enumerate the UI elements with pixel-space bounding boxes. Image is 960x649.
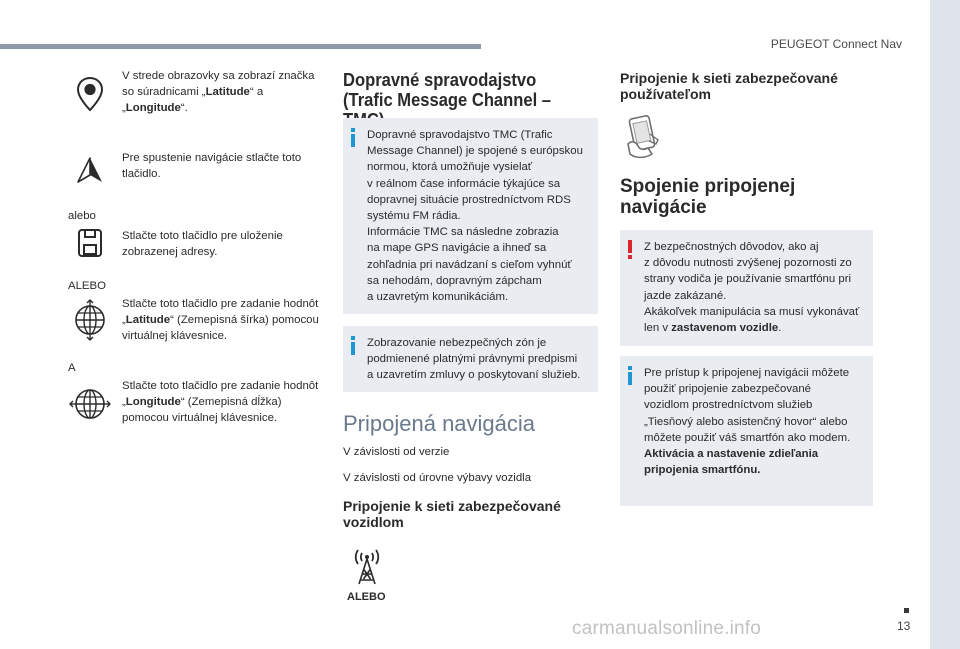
tmc-heading: Dopravné spravodajstvo (Trafic Message Channel – xyxy=(343,70,552,110)
info-icon xyxy=(351,336,355,355)
version-text: V závislosti od verzie xyxy=(343,446,450,458)
safety-warning-text: Z bezpečnostných dôvodov, ako aj z dôvodu nutnosti zvýšenej pozornosti zo strany vodiča je používanie smartfónu pri jazde zakázané. Akákoľvek manipulácia sa musí vykonávať len v zastavenom vozidle. xyxy=(644,241,860,335)
label-a: A xyxy=(68,362,76,374)
danger-zones-text: Zobrazovanie nebezpečných zón je podmienené platnými právnymi predpismi a uzavretím zmluvy o poskytovaní služieb. xyxy=(367,337,581,382)
page-bullet xyxy=(904,608,909,613)
warning-icon xyxy=(628,240,632,261)
longitude-description: Stlačte toto tlačidlo pre zadanie hodnôt „Longitude“ (Zemepisná dĺžka) pomocou virtuálnej klávesnice. xyxy=(122,380,319,424)
latitude-description: Stlačte toto tlačidlo pre zadanie hodnôt „Latitude“ (Zemepisná šírka) pomocou virtuálnej klávesnice. xyxy=(122,298,319,342)
longitude-globe-icon xyxy=(68,384,112,424)
connect-navigation-heading: Spojenie pripojenej navigácie xyxy=(620,176,796,218)
watermark: carmanualsonline.info xyxy=(572,618,762,639)
info-icon xyxy=(628,366,632,385)
label-alebo-caps: ALEBO xyxy=(68,280,106,292)
alebo-label: ALEBO xyxy=(347,591,386,603)
tmc-info-text: Dopravné spravodajstvo TMC (Trafic Message Channel) je spojené s európskou normou, ktorá umožňuje vysielať v reálnom čase informácie týkajúce sa dopravnej situácie prostredníctvom RDS systému FM rádia. Informácie TMC sa následne zobrazia na mape GPS navigácie a ihneď sa zohľadnia pri navádzaní s cieľom vyhnúť sa nehodám, dopravným zápcham a uzavretým komunikáciám. xyxy=(367,129,583,304)
vehicle-connection-heading: Pripojenie k sieti zabezpečované vozidlom xyxy=(343,498,561,530)
page-number: 13 xyxy=(897,619,911,633)
pin-description: V strede obrazovky sa zobrazí značka so súradnicami „Latitude“ a „Longitude“. xyxy=(122,70,315,114)
connected-navigation-heading: Pripojená navigácia xyxy=(343,411,536,436)
danger-zones-info-box xyxy=(343,326,598,392)
info-icon xyxy=(351,128,355,147)
map-pin-icon xyxy=(76,76,104,112)
latitude-globe-icon xyxy=(72,298,108,342)
connection-info-box xyxy=(620,356,873,506)
navigation-arrow-icon xyxy=(76,156,104,184)
save-address-description: Stlačte toto tlačidlo pre uloženie zobrazenej adresy. xyxy=(122,230,283,258)
connection-info-text: Pre prístup k pripojenej navigácii môžete použiť pripojenie zabezpečované vozidlom prostredníctvom služieb „Tiesňový alebo asistenčný hovor“ alebo môžete použiť váš smartfón ako modem. Aktivácia a nastavenie zdieľania pripojenia smartfónu. xyxy=(644,367,851,477)
tmc-info-box xyxy=(343,118,598,314)
safety-warning-box xyxy=(620,230,873,346)
user-connection-heading: Pripojenie k sieti zabezpečované používateľom xyxy=(620,70,838,102)
side-strip xyxy=(930,0,960,649)
start-navigation-description: Pre spustenie navigácie stlačte toto tlačidlo. xyxy=(122,152,302,180)
header-rule xyxy=(0,44,481,49)
header-title: PEUGEOT Connect Nav xyxy=(770,37,902,51)
save-icon xyxy=(77,228,103,258)
equipment-text: V závislosti od úrovne výbavy vozidla xyxy=(343,472,532,484)
label-alebo: alebo xyxy=(68,210,96,222)
smartphone-hand-icon xyxy=(622,114,670,162)
antenna-icon xyxy=(352,546,382,586)
